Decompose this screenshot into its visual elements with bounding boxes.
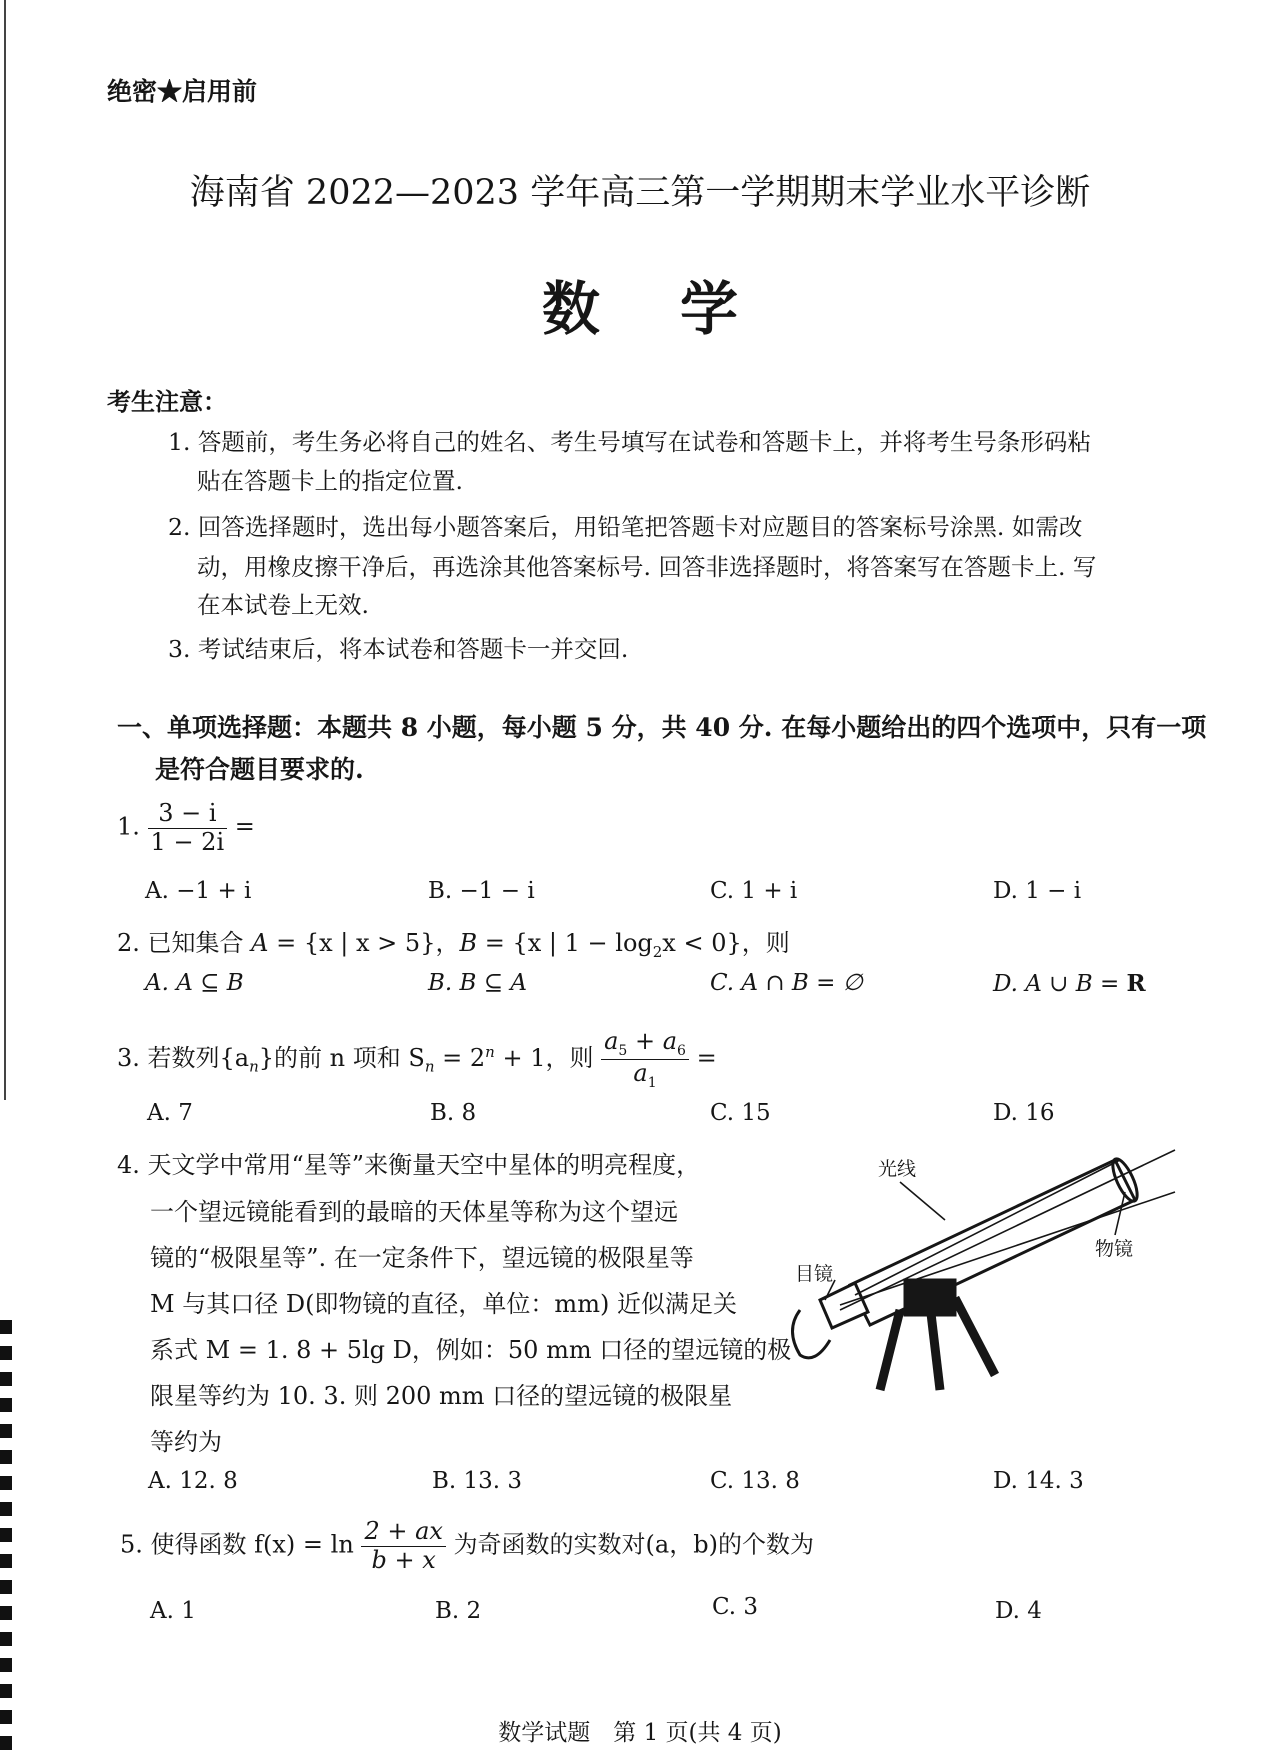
q3-sup-n: n [485,1042,495,1061]
notice-item-2-line-1: 2. 回答选择题时，选出每小题答案后，用铅笔把答题卡对应题目的答案标号涂黑. 如需改 [168,513,1083,541]
figure-label-objective: 物镜 [1095,1238,1134,1260]
question-1-number: 1. [117,812,140,841]
q3-text-c: = 2 [434,1043,486,1072]
question-1-numerator: 3 − i [148,800,228,829]
q3-text-a: 3. 若数列{a [117,1043,250,1072]
set-b-symbol: B [459,929,478,957]
set-b-definition-a: = {x | 1 − log [477,929,653,957]
q2-option-d [993,970,1146,997]
q3-option-d: D. 16 [993,1100,1055,1126]
binding-hole [0,1606,12,1620]
binding-hole [0,1320,12,1334]
set-a-definition: = {x | x > 5}， [268,929,460,957]
real-numbers-symbol: R [1126,970,1146,997]
question-2-text-a: 2. 已知集合 [117,929,252,957]
q4-option-d: D. 14. 3 [993,1468,1084,1494]
question-1-denominator: 1 − 2i [150,827,225,856]
q5-fraction [361,1518,445,1574]
question-4-line-1: 4. 天文学中常用“星等”来衡量天空中星体的明亮程度， [117,1151,701,1179]
telescope-tube [850,1160,1135,1325]
objective-label-pointer [1115,1192,1125,1235]
question-1-equals: = [234,812,255,841]
question-4-line-4: M 与其口径 D(即物镜的直径，单位：mm) 近似满足关 [150,1290,737,1318]
tripod-head [905,1280,955,1315]
tripod-leg-left [880,1310,900,1390]
q1-option-c: C. 1 + i [710,878,798,904]
q1-option-a: A. −1 + i [145,878,252,904]
q5-option-b: B. 2 [435,1598,482,1624]
question-5-stem [120,1518,814,1574]
eye-sketch [793,1310,831,1358]
binding-hole [0,1528,12,1542]
binding-hole [0,1684,12,1698]
question-4-line-5: 系式 M = 1. 8 + 5lg D，例如：50 mm 口径的望远镜的极 [150,1336,792,1364]
q3-den-a: a [633,1058,648,1087]
binding-hole [0,1398,12,1412]
q2-option-a: A. A ⊆ B [145,970,244,996]
q3-option-c: C. 15 [710,1100,771,1126]
figure-label-light: 光线 [878,1158,917,1180]
question-4-line-7: 等约为 [150,1428,222,1456]
question-1-fraction [148,800,228,856]
question-4-line-2: 一个望远镜能看到的最暗的天体星等称为这个望远 [150,1198,678,1226]
figure-label-eyepiece: 目镜 [795,1263,834,1285]
binding-hole [0,1424,12,1438]
binding-hole [0,1580,12,1594]
secret-label: 绝密★启用前 [107,77,258,106]
notice-item-1-line-2: 贴在答题卡上的指定位置. [197,467,463,495]
question-1 [117,800,255,856]
tripod-leg-right [955,1298,995,1375]
q2-option-b: B. B ⊆ A [428,970,527,996]
binding-hole [0,1372,12,1386]
set-b-definition-b: x < 0}，则 [662,929,790,957]
q5-numerator: 2 + ax [361,1518,445,1547]
q3-sub6: 6 [677,1042,686,1059]
binding-hole [0,1658,12,1672]
binding-hole [0,1450,12,1464]
page-footer: 数学试题 第 1 页(共 4 页) [498,1720,782,1746]
q5-text-b: 为奇函数的实数对(a，b)的个数为 [453,1530,814,1559]
q3-text-d: + 1，则 [494,1043,594,1072]
q4-option-c: C. 13. 8 [710,1468,800,1494]
q3-equals: = [696,1043,717,1072]
notice-item-2-line-2: 动，用橡皮擦干净后，再选涂其他答案标号. 回答非选择题时，将答案写在答题卡上. 写 [197,553,1097,581]
light-ray-3 [855,1160,1120,1295]
tripod-leg-middle [930,1305,940,1390]
q3-fraction [601,1028,689,1091]
eyepiece-tube [820,1283,868,1328]
binding-hole [0,1502,12,1516]
section-1-heading-line-2: 是符合题目要求的. [155,755,364,784]
q4-option-a: A. 12. 8 [148,1468,238,1494]
q3-sub1: 1 [647,1074,657,1091]
question-4-line-3: 镜的“极限星等”. 在一定条件下，望远镜的极限星等 [150,1244,694,1272]
question-4-line-6: 限星等约为 10. 3. 则 200 mm 口径的望远镜的极限星 [150,1382,733,1410]
q3-option-a: A. 7 [147,1100,193,1126]
q3-sub-n2: n [424,1057,435,1076]
q1-option-b: B. −1 − i [428,878,535,904]
notice-item-2-line-3: 在本试卷上无效. [197,591,369,619]
q5-option-a: A. 1 [150,1598,196,1624]
q3-denominator [601,1060,689,1091]
set-a-symbol: A [251,929,269,957]
exam-subject: 数学 [541,275,818,343]
q3-numerator [601,1028,689,1060]
notice-item-3-line-1: 3. 考试结束后，将本试卷和答题卡一并交回. [168,635,629,663]
notice-heading: 考生注意： [107,387,227,416]
q3-sub-n: n [249,1057,259,1076]
log-base: 2 [652,942,663,961]
q4-option-b: B. 13. 3 [432,1468,523,1494]
binding-hole [0,1476,12,1490]
question-3-stem [117,1028,717,1091]
q5-denominator: b + x [371,1545,436,1574]
q3-sub5: 5 [618,1042,628,1059]
light-label-pointer [900,1182,945,1220]
telescope-figure [780,1130,1180,1400]
exam-title: 海南省 2022—2023 学年高三第一学期期末学业水平诊断 [189,173,1091,213]
q1-option-d: D. 1 − i [993,878,1082,904]
notice-item-1-line-1: 1. 答题前，考生务必将自己的姓名、考生号填写在试卷和答题卡上，并将考生号条形码粘 [168,428,1091,456]
q3-text-b: }的前 n 项和 S [258,1043,425,1072]
q2-option-c: C. A ∩ B = ∅ [710,970,863,996]
binding-hole [0,1554,12,1568]
question-2-stem [117,923,790,961]
q3-num-mid: + a [627,1027,678,1055]
q2-option-d-text: D. A ∪ B = [993,971,1127,997]
binding-hole [0,1346,12,1360]
binding-hole [0,1632,12,1646]
section-1-heading-line-1: 一、单项选择题：本题共 8 小题，每小题 5 分，共 40 分. 在每小题给出的四个选项中，只有一项 [117,713,1207,742]
q5-text-a: 5. 使得函数 f(x) = ln [120,1530,362,1559]
q3-option-b: B. 8 [430,1100,477,1126]
q3-num-a: a [604,1027,619,1055]
q5-option-c: C. 3 [712,1594,759,1620]
q5-option-d: D. 4 [995,1598,1042,1624]
